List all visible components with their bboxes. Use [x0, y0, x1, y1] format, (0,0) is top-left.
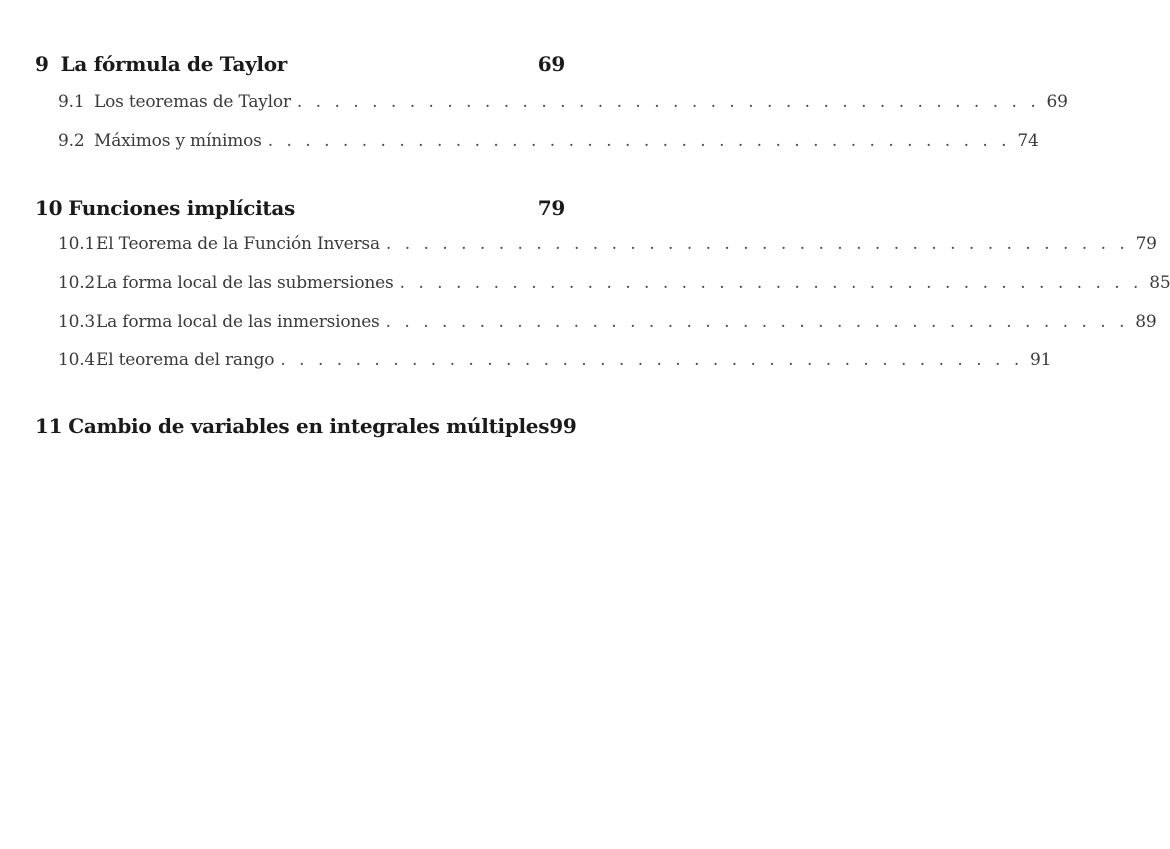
section-number: 10.1: [58, 234, 96, 254]
chapter-title: Cambio de variables en integrales múltiples: [68, 414, 550, 438]
section-title: La forma local de las inmersiones: [96, 312, 380, 332]
section-title: El teorema del rango: [96, 350, 275, 370]
section-title: Los teoremas de Taylor: [94, 92, 291, 112]
chapter-title: La fórmula de Taylor: [60, 52, 288, 76]
section-title: Máximos y mínimos: [94, 131, 262, 151]
section-page-number: 79: [1135, 234, 1157, 254]
chapter-number: 11: [35, 414, 63, 438]
section-number: 9.1: [58, 92, 85, 112]
section-page-number: 69: [1046, 92, 1068, 112]
chapter-page-number: 69: [537, 52, 565, 76]
chapter-number: 9: [35, 52, 49, 76]
chapter-entry[interactable]: [35, 52, 565, 76]
section-page-number: 85: [1149, 273, 1170, 293]
section-title: La forma local de las submersiones: [96, 273, 394, 293]
dot-leader: . . . . . . . . . . . . . . . . . . . . . . . . . . . . . . . . . . . . . . . .: [399, 273, 1143, 293]
dot-leader: . . . . . . . . . . . . . . . . . . . . . . . . . . . . . . . . . . . . . . . .: [385, 312, 1129, 332]
section-entry[interactable]: [58, 350, 1052, 370]
section-page-number: 91: [1030, 350, 1052, 370]
section-title: El Teorema de la Función Inversa: [96, 234, 380, 254]
section-number: 10.4: [58, 350, 96, 370]
section-entry[interactable]: [58, 312, 1157, 332]
chapter-title: Funciones implícitas: [68, 196, 295, 220]
section-entry[interactable]: [58, 131, 1039, 151]
section-number: 9.2: [58, 131, 85, 151]
chapter-entry[interactable]: [35, 414, 577, 438]
dot-leader: . . . . . . . . . . . . . . . . . . . . . . . . . . . . . . . . . . . . . . . .: [267, 131, 1011, 151]
dot-leader: . . . . . . . . . . . . . . . . . . . . . . . . . . . . . . . . . . . . . . . .: [385, 234, 1129, 254]
section-page-number: 74: [1017, 131, 1039, 151]
chapter-page-number: 79: [537, 196, 565, 220]
section-number: 10.2: [58, 273, 96, 293]
dot-leader: . . . . . . . . . . . . . . . . . . . . . . . . . . . . . . . . . . . . . . . .: [280, 350, 1024, 370]
chapter-page-number: 99: [549, 414, 577, 438]
section-entry[interactable]: [58, 92, 1068, 112]
section-entry[interactable]: [58, 273, 1170, 293]
chapter-number: 10: [35, 196, 63, 220]
dot-leader: . . . . . . . . . . . . . . . . . . . . . . . . . . . . . . . . . . . . . . . .: [296, 92, 1040, 112]
section-number: 10.3: [58, 312, 96, 332]
chapter-entry[interactable]: [35, 196, 565, 220]
section-page-number: 89: [1135, 312, 1157, 332]
section-entry[interactable]: [58, 234, 1157, 254]
